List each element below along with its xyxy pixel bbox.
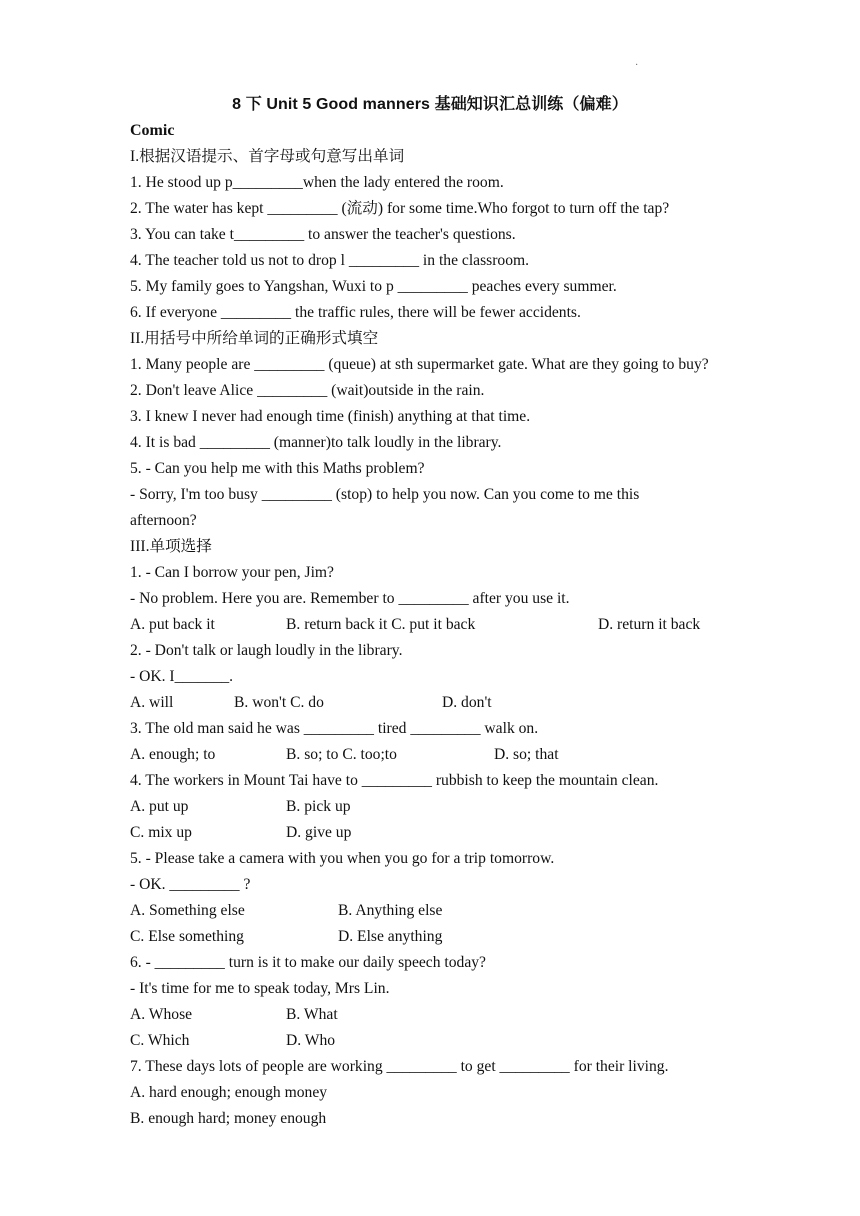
- section-1-heading: I.根据汉语提示、首字母或句意写出单词: [130, 148, 405, 165]
- q3-stem: 3. The old man said he was _________ tired _________ walk on.: [130, 720, 539, 737]
- q6-option-c: C. Which: [130, 1032, 190, 1049]
- s1-item-6: 6. If everyone _________ the traffic rules, there will be fewer accidents.: [130, 304, 581, 321]
- corner-mark: ·: [635, 60, 639, 71]
- q4-options-row-2: [130, 820, 774, 846]
- q4-option-b: B. pick up: [286, 798, 351, 815]
- q5-stem-reply: - OK. _________ ?: [130, 876, 251, 893]
- q5-option-d: D. Else anything: [338, 928, 443, 945]
- page-title: 8 下 Unit 5 Good manners 基础知识汇总训练（偏难）: [232, 96, 628, 113]
- s2-item-4: 4. It is bad _________ (manner)to talk loudly in the library.: [130, 434, 502, 451]
- q2-option-a: A. will: [130, 694, 174, 711]
- s1-item-3: 3. You can take t_________ to answer the teacher's questions.: [130, 226, 516, 243]
- q7-option-b: B. enough hard; money enough: [130, 1110, 327, 1127]
- q5-options-row-1: [130, 898, 774, 924]
- q5-options-row-2: [130, 924, 774, 950]
- q4-option-d: D. give up: [286, 824, 352, 841]
- q1-options: [130, 612, 774, 638]
- s1-item-4: 4. The teacher told us not to drop l _________ in the classroom.: [130, 252, 530, 269]
- q7-stem: 7. These days lots of people are working _________ to get _________ for their living.: [130, 1058, 669, 1075]
- s1-item-1: 1. He stood up p_________when the lady entered the room.: [130, 174, 504, 191]
- q2-options: [130, 690, 774, 716]
- q2-stem-reply: - OK. I_______.: [130, 668, 234, 685]
- q4-options-row-1: [130, 794, 774, 820]
- s2-item-5-reply-cont: afternoon?: [130, 512, 197, 529]
- q1-option-bc: B. return back it C. put it back: [286, 616, 476, 633]
- s2-item-2: 2. Don't leave Alice _________ (wait)outside in the rain.: [130, 382, 485, 399]
- q5-option-b: B. Anything else: [338, 902, 443, 919]
- q3-option-a: A. enough; to: [130, 746, 216, 763]
- q6-options-row-1: [130, 1002, 774, 1028]
- s2-item-5: 5. - Can you help me with this Maths problem?: [130, 460, 425, 477]
- q6-option-a: A. Whose: [130, 1006, 193, 1023]
- s1-item-2: 2. The water has kept _________ (流动) for some time.Who forgot to turn off the tap?: [130, 200, 670, 217]
- q6-stem: 6. - _________ turn is it to make our daily speech today?: [130, 954, 486, 971]
- section-2-heading: II.用括号中所给单词的正确形式填空: [130, 330, 379, 347]
- q4-stem: 4. The workers in Mount Tai have to _________ rubbish to keep the mountain clean.: [130, 772, 659, 789]
- q7-option-a: A. hard enough; enough money: [130, 1084, 328, 1101]
- q5-option-a: A. Something else: [130, 902, 245, 919]
- s1-item-5: 5. My family goes to Yangshan, Wuxi to p _________ peaches every summer.: [130, 278, 617, 295]
- q3-options: [130, 742, 774, 768]
- q5-stem: 5. - Please take a camera with you when you go for a trip tomorrow.: [130, 850, 555, 867]
- worksheet-body: [130, 118, 774, 1132]
- q5-option-c: C. Else something: [130, 928, 244, 945]
- q2-option-d: D. don't: [442, 694, 492, 711]
- q6-option-d: D. Who: [286, 1032, 336, 1049]
- s2-item-5-reply: - Sorry, I'm too busy _________ (stop) to help you now. Can you come to me this: [130, 486, 640, 503]
- q1-stem-reply: - No problem. Here you are. Remember to _________ after you use it.: [130, 590, 570, 607]
- s2-item-1: 1. Many people are _________ (queue) at sth supermarket gate. What are they going to buy?: [130, 356, 709, 373]
- q2-option-bc: B. won't C. do: [234, 694, 324, 711]
- q3-option-bc: B. so; to C. too;to: [286, 746, 397, 763]
- q1-option-a: A. put back it: [130, 616, 215, 633]
- q4-option-a: A. put up: [130, 798, 189, 815]
- comic-heading: Comic: [130, 122, 175, 139]
- q6-stem-reply: - It's time for me to speak today, Mrs Lin.: [130, 980, 390, 997]
- q1-option-d: D. return it back: [598, 616, 701, 633]
- q6-options-row-2: [130, 1028, 774, 1054]
- q1-stem: 1. - Can I borrow your pen, Jim?: [130, 564, 334, 581]
- q6-option-b: B. What: [286, 1006, 338, 1023]
- q4-option-c: C. mix up: [130, 824, 192, 841]
- section-3-heading: III.单项选择: [130, 538, 212, 555]
- q2-stem: 2. - Don't talk or laugh loudly in the library.: [130, 642, 403, 659]
- s2-item-3: 3. I knew I never had enough time (finish) anything at that time.: [130, 408, 531, 425]
- q3-option-d: D. so; that: [494, 746, 559, 763]
